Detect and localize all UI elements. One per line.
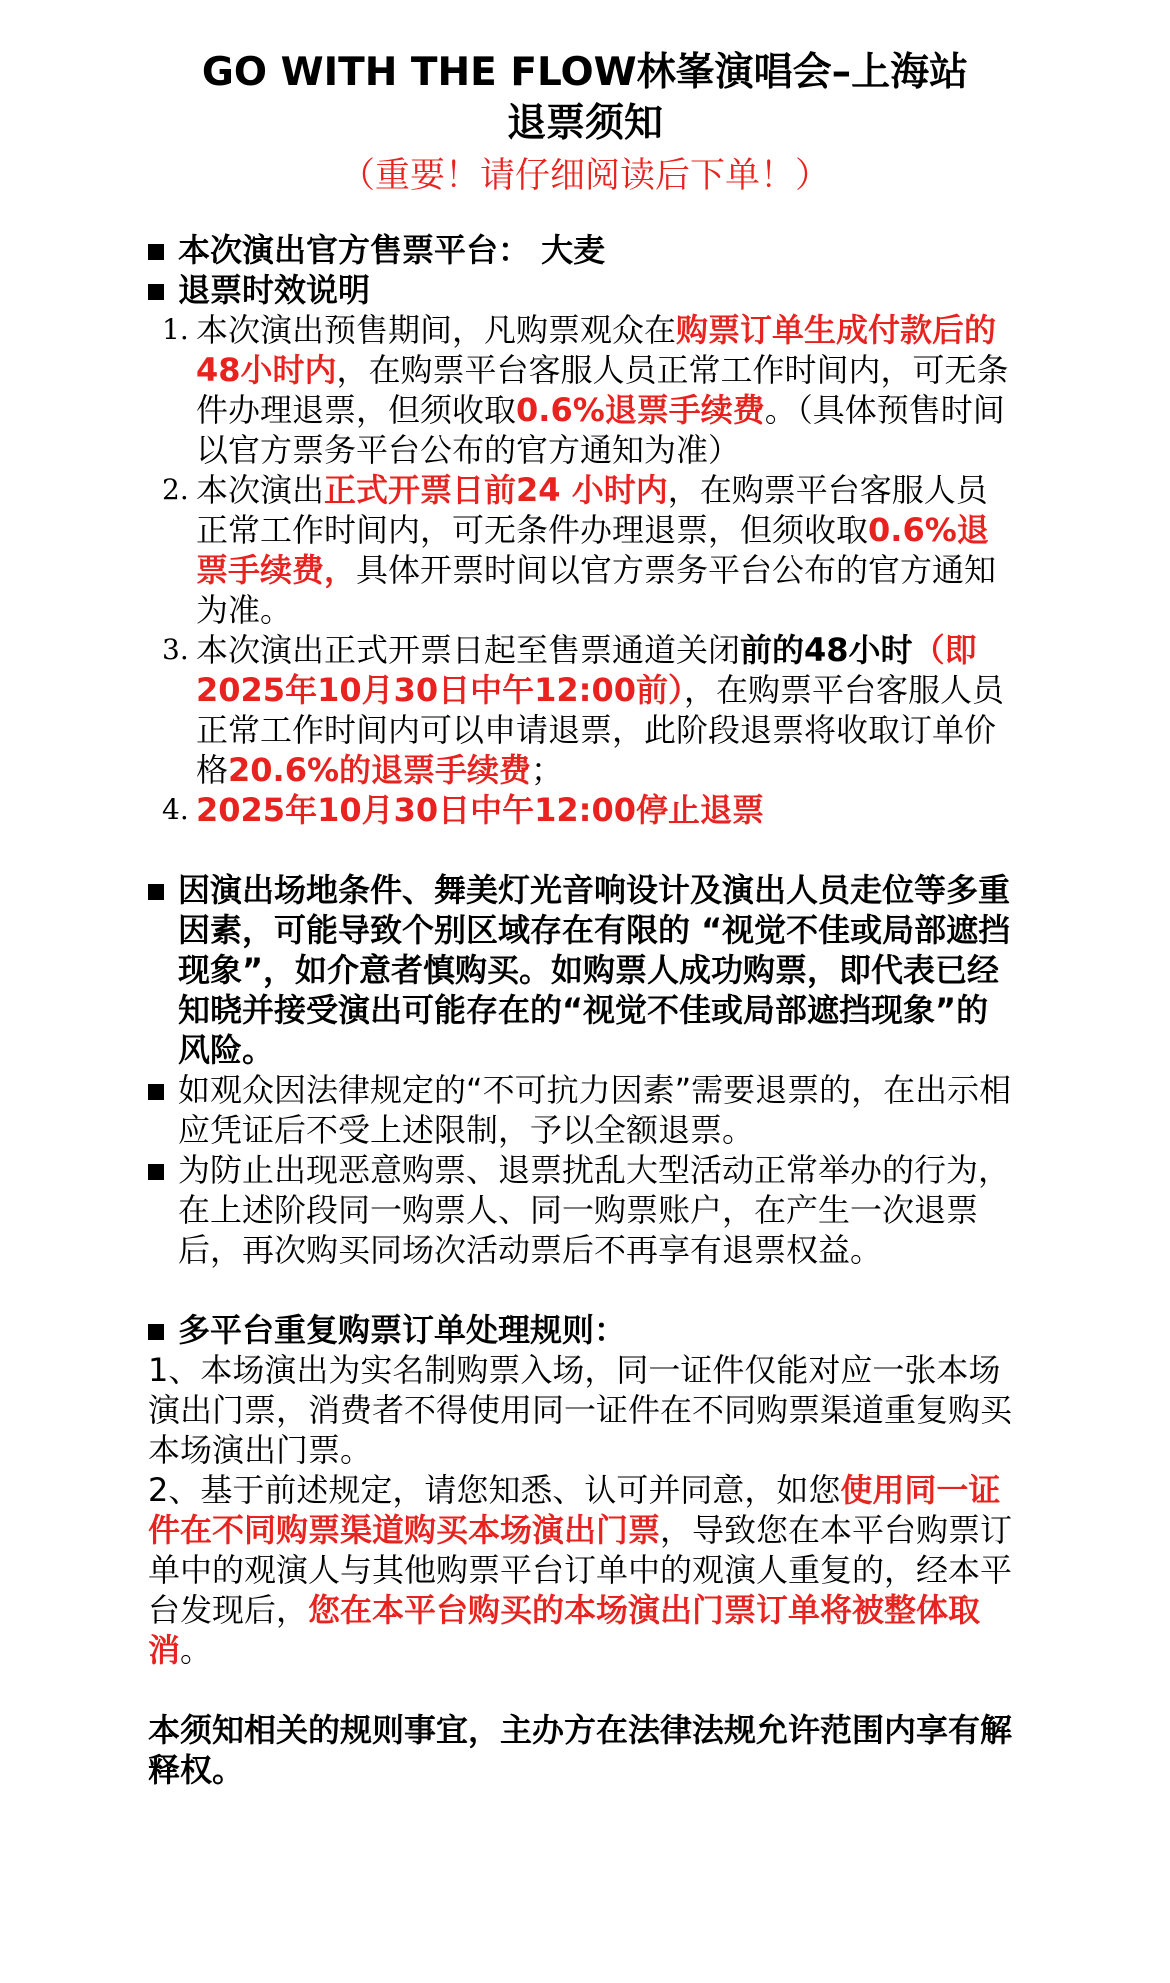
- item-highlight: （即2025年10月30日中午12:00前）: [196, 631, 977, 709]
- item-highlight: 20.6%的退票手续费: [228, 751, 532, 789]
- footer-statement: 本须知相关的规则事宜，主办方在法律法规允许范围内享有解释权。: [148, 1711, 1013, 1789]
- item-highlight: 0.6%退票手续费: [516, 391, 765, 429]
- rule-text: ，导致您在本平台购票订单中的观演人与其他购票平台订单中的观演人重复的，经本平台发现后，: [148, 1511, 1013, 1629]
- rule-highlight: 您在本平台购买的本场演出门票订单将被整体取消: [148, 1591, 981, 1669]
- item-text: ；: [531, 751, 564, 789]
- item-text: 本次演出预售期间，凡购票观众在: [196, 311, 677, 349]
- item-highlight: 2025年10月30日中午12:00停止退票: [196, 791, 764, 829]
- multi-platform-rule-2: [148, 1470, 1018, 1670]
- platform-label: 本次演出官方售票平台：: [178, 231, 531, 269]
- page-subtitle: 退票须知: [506, 101, 663, 146]
- item-text: ，在购票平台客服人员正常工作时间内可以申请退票，此阶段退票将收取订单价格: [196, 671, 1005, 789]
- multi-platform-heading: 多平台重复购票订单处理规则：: [148, 1310, 1018, 1350]
- rule-highlight: 使用同一证件在不同购票渠道购买本场演出门票: [148, 1471, 1001, 1549]
- venue-note: 因演出场地条件、舞美灯光音响设计及演出人员走位等多重因素，可能导致个别区域存在有限的 “视觉不佳或局部遮挡现象”，如介意者慎购买。如购票人成功购票，即代表已经知晓并接受演出可能存在的“视觉不佳或局部遮挡现象”的风险。: [148, 870, 1018, 1070]
- item-text: 本次演出正式开票日起至售票通道关闭: [196, 631, 741, 669]
- platform-line: [148, 230, 1018, 270]
- content: [148, 230, 1018, 1790]
- item-text: 。（具体预售时间以官方票务平台公布的官方通知为准）: [196, 391, 1005, 469]
- refund-timing-list: [148, 310, 1018, 830]
- list-number: 3.: [162, 633, 189, 666]
- list-item: [148, 630, 1018, 790]
- force-majeure-note: 如观众因法律规定的“不可抗力因素”需要退票的，在出示相应凭证后不受上述限制，予以全额退票。: [148, 1070, 1018, 1150]
- list-number: 4.: [162, 793, 189, 826]
- anti-abuse-note: 为防止出现恶意购票、退票扰乱大型活动正常举办的行为，在上述阶段同一购票人、同一购票账户，在产生一次退票后，再次购买同场次活动票后不再享有退票权益。: [148, 1150, 1018, 1270]
- item-text: 具体开票时间以官方票务平台公布的官方通知为准。: [196, 551, 997, 629]
- refund-timing-heading: 退票时效说明: [148, 270, 1018, 310]
- important-notice: （重要！请仔细阅读后下单！）: [339, 156, 830, 196]
- list-number: 2.: [162, 473, 189, 506]
- rule-text: 。: [180, 1631, 213, 1669]
- list-item: [148, 790, 1018, 830]
- spacer: [148, 1670, 1018, 1710]
- spacer: [148, 830, 1018, 870]
- item-bold: 前的48小时: [740, 631, 913, 669]
- item-highlight: 正式开票日前24 小时内: [324, 471, 668, 509]
- list-item: [148, 470, 1018, 630]
- item-text: 本次演出: [196, 471, 325, 509]
- list-number: 1.: [162, 313, 189, 346]
- platform-value: 大麦: [541, 231, 606, 269]
- page-title: GO WITH THE FLOW林峯演唱会–上海站: [201, 50, 969, 95]
- item-text: ，在购票平台客服人员正常工作时间内，可无条件办理退票，但须收取: [196, 351, 1009, 429]
- list-item: [148, 310, 1018, 470]
- item-highlight: 购票订单生成付款后的48小时内: [196, 311, 997, 389]
- spacer: [148, 1270, 1018, 1310]
- item-text: ，在购票平台客服人员正常工作时间内，可无条件办理退票，但须收取: [196, 471, 988, 549]
- item-highlight: 0.6%退票手续费，: [196, 511, 989, 589]
- header: [0, 48, 1170, 202]
- multi-platform-rule-1: 1、本场演出为实名制购票入场，同一证件仅能对应一张本场演出门票，消费者不得使用同一证件在不同购票渠道重复购买本场演出门票。: [148, 1351, 1013, 1469]
- rule-text: 2、基于前述规定，请您知悉、认可并同意，如您: [148, 1471, 841, 1509]
